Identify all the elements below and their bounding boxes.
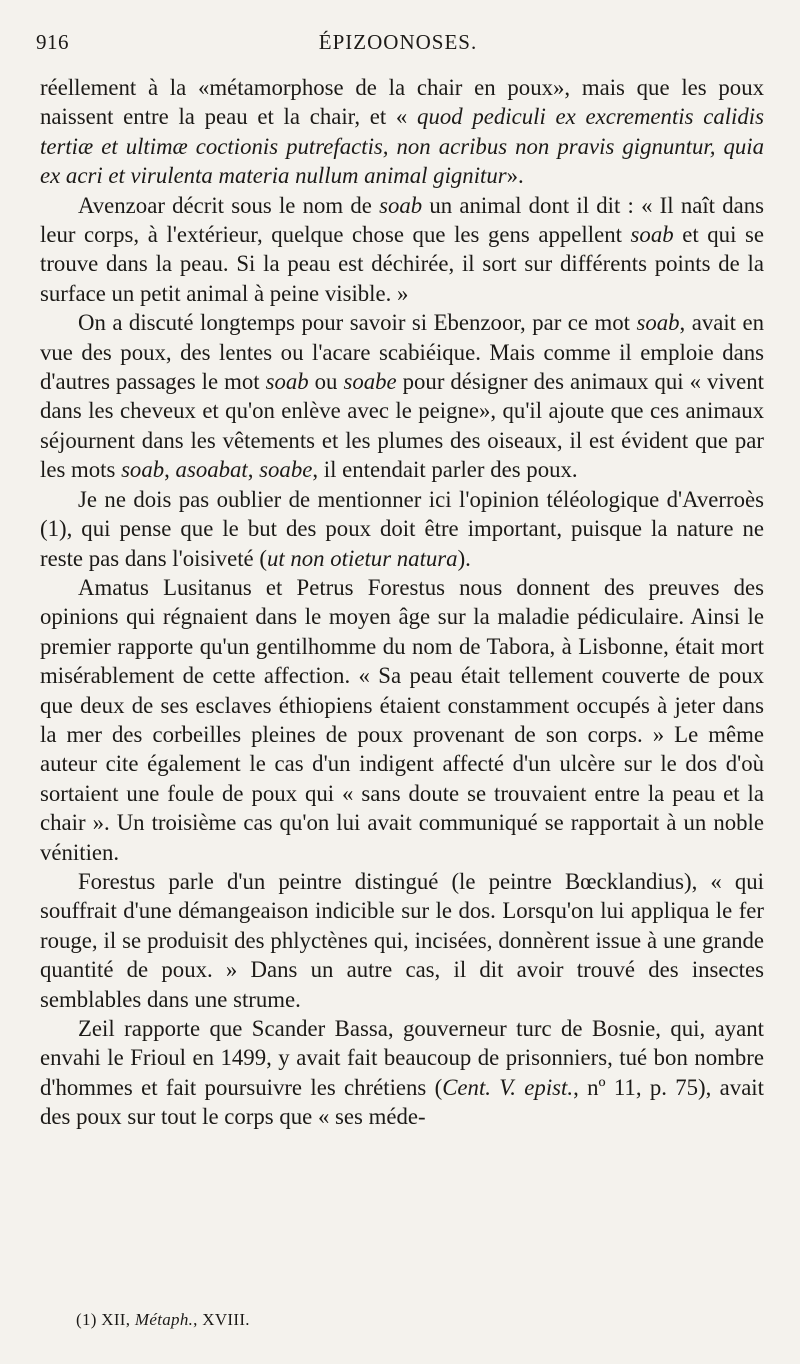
text-run: , [164, 457, 176, 483]
text-run: , nº 11, p. 75), avait des poux sur tout le corps que « ses méde- [40, 1074, 764, 1130]
italic-run: asoabat [175, 457, 248, 483]
paragraph [40, 485, 764, 573]
italic-run: Cent. V. epist. [442, 1074, 574, 1100]
running-head: ÉPIZOONOSES. [318, 30, 478, 54]
text-run: Forestus parle d'un peintre distingué (le peintre Bœcklandius), « qui souffrait d'une démangeaison indicible sur le dos. Lorsqu'on lui appliqua le fer rouge, il se produisit des phlyctènes qui, incisées, donnèrent issue à une grande quantité de poux. » Dans un autre cas, il dit avoir trouvé des insectes semblables dans une strume. [40, 868, 764, 1012]
footnote-marker: (1) XII, [76, 1310, 131, 1329]
text-run: , [247, 457, 260, 483]
italic-run: soabe [259, 457, 313, 483]
footnote-rest: , XVIII. [193, 1310, 250, 1329]
body-text [40, 73, 764, 1132]
text-run: un animal dont il dit : « Il naît dans leur corps, à l'extérieur, quelque chose que les gens appellent [40, 192, 764, 248]
italic-run: soab [379, 192, 423, 218]
italic-run: quod pediculi ex excrementis calidis tertiæ et ultimæ coctionis putrefactis, non acribus non pravis gignuntur, quia ex acri et virulenta materia nullum animal gignitur [40, 104, 764, 189]
paragraph [40, 308, 764, 484]
text-run: ». [506, 163, 524, 189]
text-run: , avait en vue des poux, des lentes ou l'acare scabiéique. Mais comme il emploie dans d'autres passages le mot [40, 310, 765, 395]
paragraph [40, 573, 764, 867]
text-run: Avenzoar décrit sous le nom de [78, 192, 380, 218]
italic-run: ut non otietur natura [266, 545, 458, 571]
text-run: On a discuté longtemps pour savoir si Ebenzoor, par ce mot [78, 310, 637, 336]
text-run: Je ne dois pas oublier de mentionner ici l'opinion téléologique d'Averroès (1), qui pense que le but des poux doit être important, puisque la nature ne reste pas dans l'oisiveté ( [40, 486, 764, 571]
text-run: , il entendait parler des poux. [312, 457, 578, 483]
page-number: 916 [36, 30, 69, 54]
page-header [36, 30, 760, 60]
text-run: réellement à la «métamorphose de la chair en poux», mais que les poux naissent entre la peau et la chair, et « [40, 75, 764, 130]
text-run: ou [308, 369, 344, 395]
paragraph [40, 191, 764, 309]
italic-run: soab [630, 222, 674, 248]
footnote-work: Métaph. [134, 1310, 194, 1329]
italic-run: soab [636, 310, 680, 336]
text-run: pour désigner des animaux qui « vivent dans les cheveux et qu'on enlève avec le peigne», qu'il ajoute que ces animaux séjournent dans les vêtements et les plumes des oiseaux, il est évident que par les mots [40, 369, 764, 483]
paragraph [40, 1014, 764, 1132]
italic-run: soab [121, 457, 165, 483]
italic-run: soabe [343, 369, 397, 395]
paragraph [40, 73, 764, 191]
text-run: Zeil rapporte que Scander Bassa, gouverneur turc de Bosnie, qui, ayant envahi le Frioul en 1499, y avait fait beaucoup de prisonniers, tué bon nombre d'hommes et fait poursuivre les chrétiens ( [40, 1016, 764, 1100]
footnote [76, 1310, 250, 1330]
paragraph [40, 867, 764, 1014]
italic-run: soab [265, 369, 309, 395]
text-run: et qui se trouve dans la peau. Si la peau est déchirée, il sort sur différents points de la surface un petit animal à peine visible. » [40, 222, 765, 306]
text-run: ). [457, 545, 471, 571]
text-run: Amatus Lusitanus et Petrus Forestus nous donnent des preuves des opinions qui régnaient dans le moyen âge sur la maladie pédiculaire. Ainsi le premier rapporte qu'un gentilhomme du nom de Tabora, à Lisbonne, était mort misérablement de cette affection. « Sa peau était tellement couverte de poux que deux de ses esclaves éthiopiens étaient constamment occupés à jeter dans la mer des corbeilles pleines de poux provenant de son corps. » Le même auteur cite également le cas d'un indigent affecté d'un ulcère sur le dos d'où sortaient une foule de poux qui « sans doute se trouvaient entre la peau et la chair ». Un troisième cas qu'on lui avait communiqué se rapportait à un noble vénitien. [40, 574, 764, 865]
